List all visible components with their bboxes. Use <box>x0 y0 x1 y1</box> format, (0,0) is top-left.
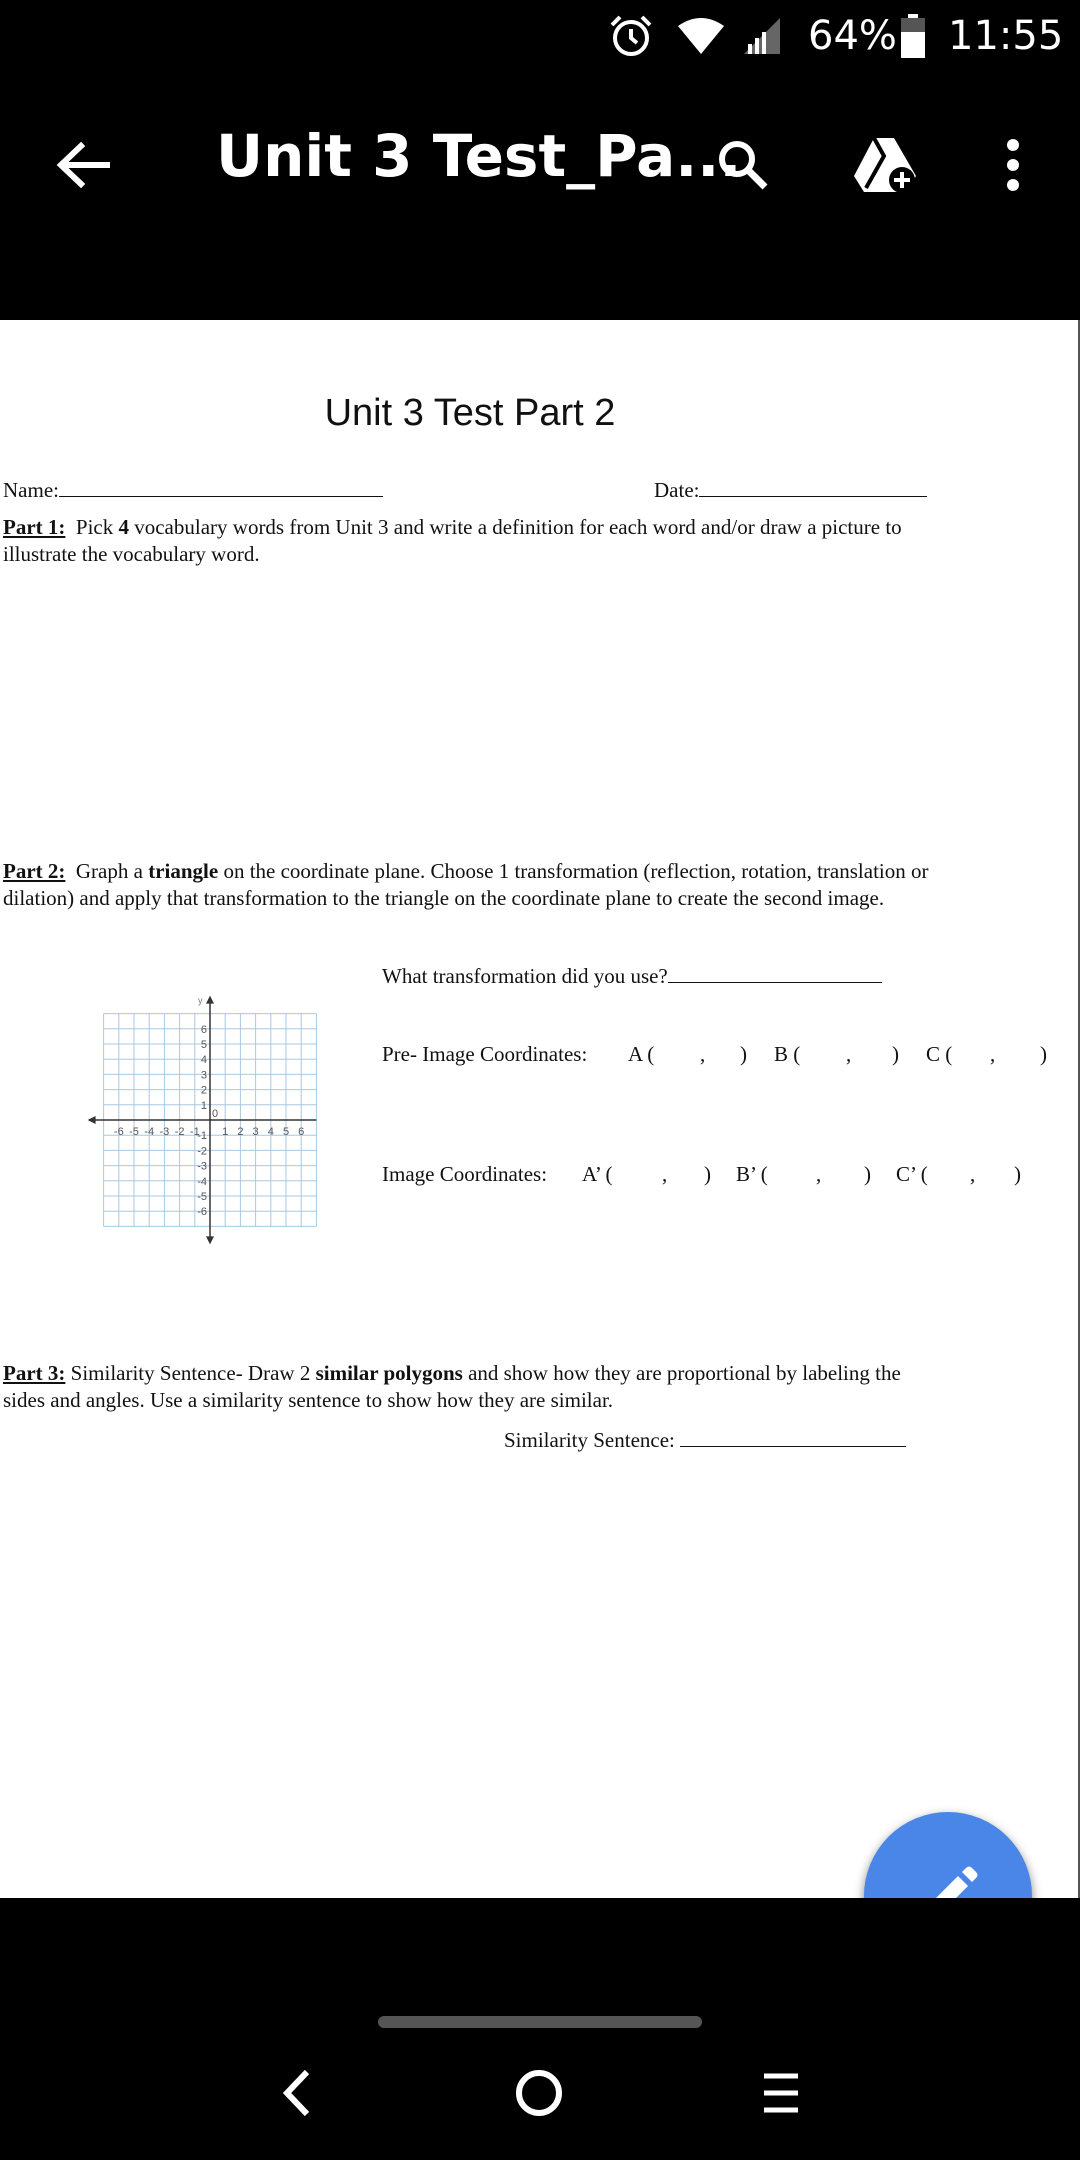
battery-percent: 64% <box>808 13 897 59</box>
y-tick-label: -1 <box>197 1130 207 1143</box>
pre-image-c: C ( <box>926 1042 953 1066</box>
x-tick-label: -6 <box>113 1126 124 1138</box>
y-tick-label: -5 <box>197 1191 207 1203</box>
alarm-icon <box>608 8 654 64</box>
image-b-close: ) <box>864 1162 871 1186</box>
x-axis-arrow <box>88 1116 96 1124</box>
nav-recents-icon[interactable] <box>736 2048 826 2138</box>
document-title: Unit 3 Test_Pa... <box>216 122 742 190</box>
signal-icon <box>742 8 782 64</box>
pre-image-a-comma: , <box>700 1042 706 1066</box>
x-tick-label: -1 <box>189 1126 200 1138</box>
x-tick-label: -3 <box>159 1126 170 1138</box>
clock: 11:55 <box>948 13 1064 59</box>
image-b: B’ ( <box>736 1162 768 1186</box>
x-tick-label: 2 <box>237 1126 244 1138</box>
doc-title: Unit 3 Test Part 2 <box>324 392 616 434</box>
navigation-bar <box>0 1898 1080 2160</box>
pre-image-a-close: ) <box>740 1042 747 1066</box>
gesture-handle[interactable] <box>378 2016 702 2028</box>
image-b-comma: , <box>816 1162 822 1186</box>
pre-image-label: Pre- Image Coordinates: <box>382 1042 588 1066</box>
image-a-comma: , <box>662 1162 668 1186</box>
name-field: Name: <box>3 476 383 504</box>
status-bar <box>0 0 1080 72</box>
similarity-sentence-field: Similarity Sentence: <box>504 1426 906 1454</box>
search-icon[interactable] <box>700 122 786 208</box>
y-tick-label: -3 <box>197 1160 207 1173</box>
y-tick-label: 4 <box>200 1054 207 1067</box>
transformation-question: What transformation did you use? <box>382 962 882 990</box>
date-field: Date: <box>654 476 927 504</box>
image-a: A’ ( <box>582 1162 613 1186</box>
y-tick-label: 6 <box>200 1023 207 1036</box>
x-tick-label: -5 <box>129 1126 139 1138</box>
pre-image-b: B ( <box>774 1042 801 1066</box>
x-tick-label: 6 <box>298 1126 305 1138</box>
y-tick-label: -2 <box>197 1145 207 1158</box>
y-tick-label: -4 <box>197 1175 207 1188</box>
coordinate-plane <box>60 958 380 1296</box>
nav-back-icon[interactable] <box>252 2048 342 2138</box>
pre-image-b-comma: , <box>846 1042 852 1066</box>
more-vert-icon[interactable] <box>970 122 1056 208</box>
x-tick-label: 5 <box>282 1126 290 1138</box>
pre-image-c-comma: , <box>990 1042 996 1066</box>
image-a-close: ) <box>704 1162 711 1186</box>
y-axis-arrow-up <box>206 996 214 1004</box>
y-axis-label: y <box>198 995 203 1006</box>
x-tick-label: 1 <box>222 1126 229 1138</box>
y-tick-label: 2 <box>200 1084 207 1097</box>
x-tick-label: 3 <box>252 1126 259 1138</box>
app-bar <box>0 72 1080 320</box>
pre-image-a: A ( <box>628 1042 655 1066</box>
image-label: Image Coordinates: <box>382 1162 548 1186</box>
image-c-close: ) <box>1014 1162 1021 1186</box>
origin-label: 0 <box>212 1108 219 1120</box>
part2-text: Part 2: Graph a triangle on the coordinate plane. Choose 1 transformation (reflection, rotation, translation or dilation) and apply that transformation to the triangle on the coordinate plane to create the second image. <box>3 859 929 910</box>
wifi-icon <box>676 8 726 64</box>
pre-image-c-close: ) <box>1040 1042 1047 1066</box>
x-tick-label: -2 <box>174 1126 185 1138</box>
x-tick-label: -4 <box>144 1126 155 1138</box>
image-c: C’ ( <box>896 1162 928 1186</box>
y-tick-label: -6 <box>197 1206 207 1219</box>
back-arrow-icon[interactable] <box>40 122 126 208</box>
image-c-comma: , <box>970 1162 976 1186</box>
y-tick-label: 3 <box>200 1069 207 1082</box>
drive-add-icon[interactable] <box>842 122 928 208</box>
y-tick-label: 5 <box>200 1039 207 1051</box>
part1-text: Part 1: Pick 4 vocabulary words from Unit 3 and write a definition for each word and/or draw a picture to illustrate the vocabulary word. <box>3 515 902 566</box>
nav-home-icon[interactable] <box>494 2048 584 2138</box>
y-axis-arrow-down <box>206 1236 214 1244</box>
y-tick-label: 1 <box>200 1099 207 1112</box>
pre-image-b-close: ) <box>892 1042 899 1066</box>
x-tick-label: 4 <box>267 1126 274 1138</box>
battery-icon <box>900 8 926 64</box>
document-page[interactable] <box>0 320 1080 1898</box>
part3-text: Part 3: Similarity Sentence- Draw 2 similar polygons and show how they are proportional by labeling the sides and angles. Use a similarity sentence to show how they are similar. <box>3 1361 901 1412</box>
